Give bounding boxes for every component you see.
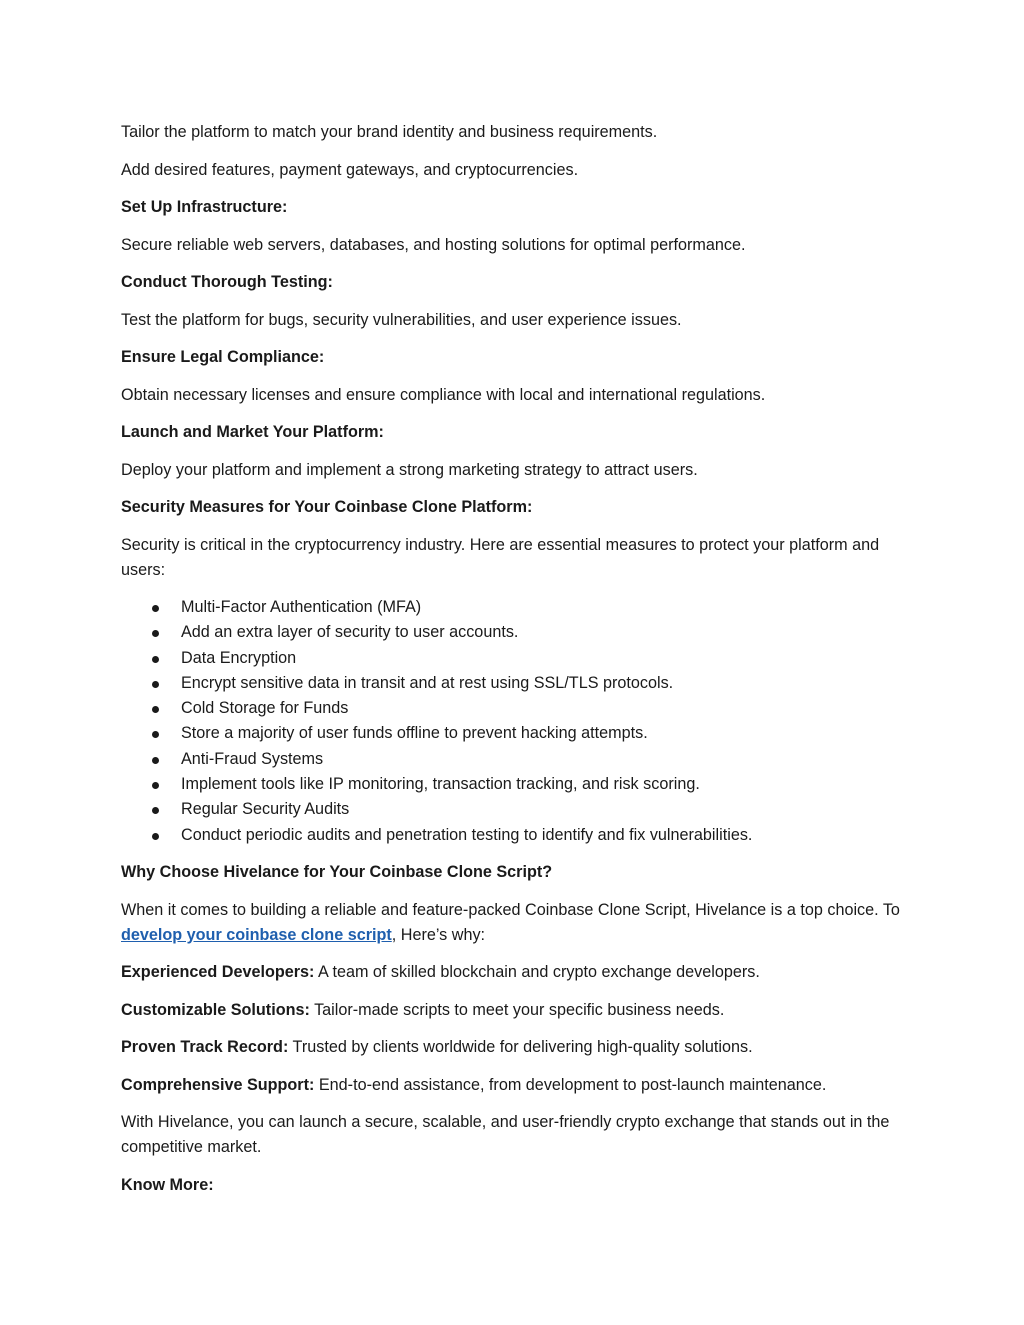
point-text: End-to-end assistance, from development to post-launch maintenance. <box>314 1075 827 1094</box>
point-lead: Customizable Solutions: <box>121 1000 310 1019</box>
list-item-text: Store a majority of user funds offline to prevent hacking attempts. <box>181 724 648 743</box>
bullet-icon <box>152 605 159 612</box>
heading-launch-market: Launch and Market Your Platform: <box>121 423 384 441</box>
paragraph-infrastructure: Secure reliable web servers, databases, and hosting solutions for optimal performance. <box>121 235 746 254</box>
heading-set-up-infrastructure: Set Up Infrastructure: <box>121 198 288 216</box>
bullet-icon <box>152 706 159 713</box>
paragraph-tailor: Tailor the platform to match your brand identity and business requirements. <box>121 123 658 141</box>
point-text: A team of skilled blockchain and crypto exchange developers. <box>314 963 760 982</box>
list-item-text: Conduct periodic audits and penetration testing to identify and fix vulnerabilities. <box>181 825 753 844</box>
list-item <box>121 747 911 772</box>
list-item-text: Cold Storage for Funds <box>181 699 349 718</box>
heading-conduct-testing: Conduct Thorough Testing: <box>121 273 333 291</box>
list-item-text: Add an extra layer of security to user accounts. <box>181 623 519 642</box>
paragraph-testing: Test the platform for bugs, security vulnerabilities, and user experience issues. <box>121 310 682 329</box>
develop-coinbase-clone-link[interactable]: develop your coinbase clone script <box>121 925 392 944</box>
why-intro-suffix: , Here’s why: <box>391 925 486 944</box>
paragraph-add-features: Add desired features, payment gateways, and cryptocurrencies. <box>121 160 579 179</box>
list-item <box>121 721 911 746</box>
point-comprehensive-support <box>121 1073 911 1098</box>
heading-security-measures: Security Measures for Your Coinbase Clone Platform: <box>121 498 533 516</box>
list-item-text: Data Encryption <box>181 648 297 667</box>
bullet-icon <box>152 731 159 738</box>
heading-why-choose-hivelance: Why Choose Hivelance for Your Coinbase Clone Script? <box>121 863 553 882</box>
security-measures-list <box>121 595 911 848</box>
bullet-icon <box>152 630 159 637</box>
bullet-icon <box>152 656 159 663</box>
point-text: Tailor-made scripts to meet your specific business needs. <box>309 1000 725 1019</box>
point-lead: Experienced Developers: <box>121 963 315 982</box>
heading-know-more: Know More: <box>121 1175 214 1194</box>
bullet-icon <box>152 681 159 688</box>
list-item-text: Encrypt sensitive data in transit and at rest using SSL/TLS protocols. <box>181 673 674 692</box>
paragraph-legal: Obtain necessary licenses and ensure compliance with local and international regulations. <box>121 385 766 404</box>
point-text: Trusted by clients worldwide for delivering high-quality solutions. <box>288 1038 753 1057</box>
list-item <box>121 595 911 620</box>
list-item-text: Regular Security Audits <box>181 800 350 819</box>
list-item-text: Anti-Fraud Systems <box>181 749 324 768</box>
paragraph-why-intro <box>121 898 911 948</box>
list-item <box>121 646 911 671</box>
list-item-text: Implement tools like IP monitoring, transaction tracking, and risk scoring. <box>181 775 700 794</box>
bullet-icon <box>152 807 159 814</box>
point-lead: Comprehensive Support: <box>121 1075 315 1094</box>
bullet-icon <box>152 757 159 764</box>
heading-legal-compliance: Ensure Legal Compliance: <box>121 348 325 366</box>
list-item <box>121 671 911 696</box>
paragraph-security-intro: Security is critical in the cryptocurrency industry. Here are essential measures to protect your platform and users: <box>121 535 880 579</box>
list-item <box>121 696 911 721</box>
paragraph-closing: With Hivelance, you can launch a secure, scalable, and user-friendly crypto exchange that stands out in the competitive market. <box>121 1113 890 1157</box>
list-item-text: Multi-Factor Authentication (MFA) <box>181 598 422 616</box>
bullet-icon <box>152 833 159 840</box>
point-customizable-solutions <box>121 998 911 1023</box>
list-item <box>121 772 911 797</box>
list-item <box>121 797 911 822</box>
point-experienced-developers <box>121 960 911 985</box>
point-proven-track-record <box>121 1035 911 1060</box>
list-item <box>121 823 911 848</box>
paragraph-launch: Deploy your platform and implement a strong marketing strategy to attract users. <box>121 460 698 479</box>
document-body <box>121 120 911 1210</box>
list-item <box>121 620 911 645</box>
why-intro-text: When it comes to building a reliable and feature-packed Coinbase Clone Script, Hivelance is a top choice. To <box>121 900 900 919</box>
point-lead: Proven Track Record: <box>121 1038 289 1057</box>
bullet-icon <box>152 782 159 789</box>
